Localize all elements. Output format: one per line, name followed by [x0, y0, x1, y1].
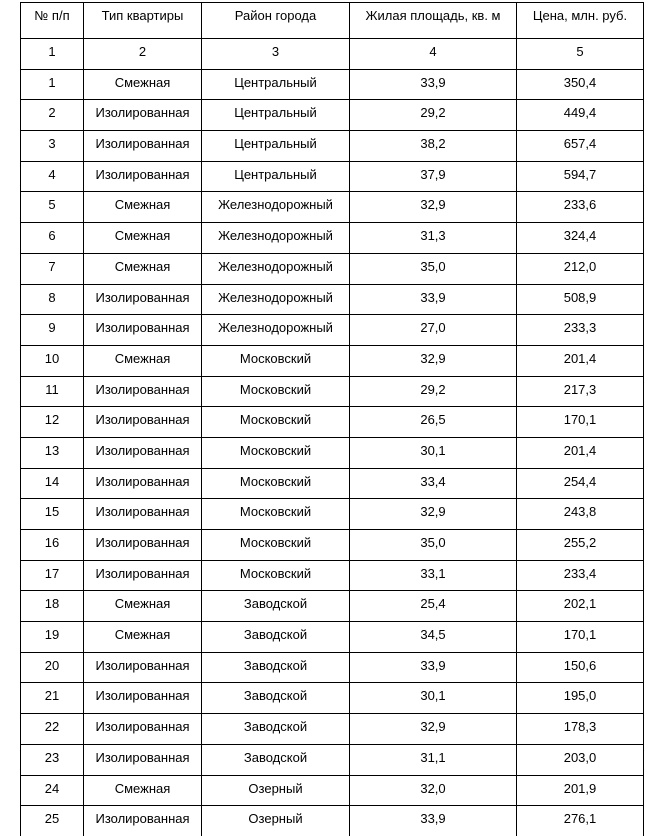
cell-apartment-type: Смежная [84, 192, 202, 223]
cell-living-area: 26,5 [350, 407, 517, 438]
cell-price: 170,1 [517, 622, 644, 653]
cell-price: 350,4 [517, 69, 644, 100]
cell-number: 1 [21, 39, 84, 70]
cell-apartment-type: Изолированная [84, 560, 202, 591]
cell-district: Центральный [202, 69, 350, 100]
cell-price: 255,2 [517, 530, 644, 561]
cell-living-area: 32,9 [350, 714, 517, 745]
table-row [21, 499, 644, 530]
cell-living-area: 31,1 [350, 744, 517, 775]
cell-number: 24 [21, 775, 84, 806]
cell-number: 19 [21, 622, 84, 653]
cell-living-area: 33,9 [350, 284, 517, 315]
cell-apartment-type: Смежная [84, 622, 202, 653]
cell-number: 23 [21, 744, 84, 775]
cell-price: 508,9 [517, 284, 644, 315]
table-row [21, 683, 644, 714]
cell-price: 217,3 [517, 376, 644, 407]
cell-number: 1 [21, 69, 84, 100]
cell-price: 150,6 [517, 652, 644, 683]
cell-living-area: 32,0 [350, 775, 517, 806]
cell-living-area: 33,9 [350, 69, 517, 100]
cell-district: Центральный [202, 131, 350, 162]
table-row [21, 591, 644, 622]
cell-apartment-type: Изолированная [84, 315, 202, 346]
cell-living-area: 31,3 [350, 223, 517, 254]
cell-number: 18 [21, 591, 84, 622]
table-row [21, 192, 644, 223]
cell-apartment-type: Смежная [84, 69, 202, 100]
table-row [21, 69, 644, 100]
cell-district: Московский [202, 499, 350, 530]
cell-price: 276,1 [517, 806, 644, 836]
cell-district: Заводской [202, 683, 350, 714]
cell-number: 13 [21, 437, 84, 468]
cell-apartment-type: Изолированная [84, 744, 202, 775]
cell-district: Московский [202, 560, 350, 591]
table-row [21, 775, 644, 806]
table-header [21, 3, 644, 39]
cell-apartment-type: Смежная [84, 345, 202, 376]
cell-district: Московский [202, 530, 350, 561]
cell-apartment-type: 2 [84, 39, 202, 70]
table-row [21, 806, 644, 836]
cell-district: Московский [202, 376, 350, 407]
table-body [21, 39, 644, 836]
cell-living-area: 33,4 [350, 468, 517, 499]
cell-living-area: 33,1 [350, 560, 517, 591]
header-row [21, 3, 644, 39]
cell-price: 324,4 [517, 223, 644, 254]
cell-apartment-type: Изолированная [84, 530, 202, 561]
cell-price: 201,4 [517, 345, 644, 376]
cell-apartment-type: Смежная [84, 775, 202, 806]
cell-number: 16 [21, 530, 84, 561]
cell-district: Центральный [202, 100, 350, 131]
cell-district: Железнодорожный [202, 284, 350, 315]
cell-number: 17 [21, 560, 84, 591]
cell-number: 15 [21, 499, 84, 530]
cell-price: 195,0 [517, 683, 644, 714]
cell-apartment-type: Изолированная [84, 161, 202, 192]
header-price: Цена, млн. руб. [517, 3, 644, 39]
table-row [21, 345, 644, 376]
cell-price: 203,0 [517, 744, 644, 775]
table-row [21, 161, 644, 192]
table-row [21, 437, 644, 468]
cell-price: 594,7 [517, 161, 644, 192]
cell-number: 4 [21, 161, 84, 192]
cell-price: 243,8 [517, 499, 644, 530]
cell-number: 14 [21, 468, 84, 499]
cell-living-area: 29,2 [350, 376, 517, 407]
cell-living-area: 32,9 [350, 345, 517, 376]
cell-price: 254,4 [517, 468, 644, 499]
table-row [21, 253, 644, 284]
cell-apartment-type: Изолированная [84, 806, 202, 836]
cell-price: 233,3 [517, 315, 644, 346]
cell-number: 9 [21, 315, 84, 346]
table-row [21, 131, 644, 162]
cell-price: 657,4 [517, 131, 644, 162]
cell-living-area: 32,9 [350, 499, 517, 530]
cell-living-area: 37,9 [350, 161, 517, 192]
cell-living-area: 35,0 [350, 530, 517, 561]
cell-district: Центральный [202, 161, 350, 192]
cell-apartment-type: Изолированная [84, 376, 202, 407]
cell-apartment-type: Изолированная [84, 407, 202, 438]
header-living-area: Жилая площадь, кв. м [350, 3, 517, 39]
cell-number: 2 [21, 100, 84, 131]
cell-living-area: 32,9 [350, 192, 517, 223]
cell-price: 233,4 [517, 560, 644, 591]
table-row [21, 376, 644, 407]
cell-district: Заводской [202, 714, 350, 745]
table-row [21, 468, 644, 499]
cell-apartment-type: Изолированная [84, 714, 202, 745]
table-row [21, 622, 644, 653]
cell-price: 449,4 [517, 100, 644, 131]
table-row [21, 100, 644, 131]
cell-living-area: 34,5 [350, 622, 517, 653]
cell-apartment-type: Изолированная [84, 131, 202, 162]
cell-district: Озерный [202, 775, 350, 806]
table-row [21, 315, 644, 346]
cell-number: 25 [21, 806, 84, 836]
cell-district: Заводской [202, 591, 350, 622]
table-row [21, 652, 644, 683]
cell-district: Заводской [202, 652, 350, 683]
cell-living-area: 30,1 [350, 683, 517, 714]
cell-number: 5 [21, 192, 84, 223]
cell-living-area: 29,2 [350, 100, 517, 131]
cell-district: Московский [202, 345, 350, 376]
cell-living-area: 27,0 [350, 315, 517, 346]
cell-living-area: 38,2 [350, 131, 517, 162]
cell-district: 3 [202, 39, 350, 70]
cell-district: Железнодорожный [202, 192, 350, 223]
table-row [21, 407, 644, 438]
table-row [21, 714, 644, 745]
cell-number: 3 [21, 131, 84, 162]
header-district: Район города [202, 3, 350, 39]
cell-apartment-type: Смежная [84, 223, 202, 254]
cell-price: 178,3 [517, 714, 644, 745]
cell-number: 6 [21, 223, 84, 254]
cell-apartment-type: Изолированная [84, 652, 202, 683]
cell-apartment-type: Изолированная [84, 100, 202, 131]
cell-price: 170,1 [517, 407, 644, 438]
header-apartment-type: Тип квартиры [84, 3, 202, 39]
cell-district: Железнодорожный [202, 223, 350, 254]
cell-apartment-type: Изолированная [84, 437, 202, 468]
cell-apartment-type: Изолированная [84, 683, 202, 714]
cell-district: Железнодорожный [202, 253, 350, 284]
header-number: № п/п [21, 3, 84, 39]
cell-living-area: 4 [350, 39, 517, 70]
cell-district: Железнодорожный [202, 315, 350, 346]
table-row [21, 560, 644, 591]
cell-apartment-type: Изолированная [84, 499, 202, 530]
cell-district: Заводской [202, 622, 350, 653]
cell-number: 20 [21, 652, 84, 683]
apartment-table [20, 2, 644, 836]
cell-apartment-type: Смежная [84, 253, 202, 284]
cell-price: 201,9 [517, 775, 644, 806]
cell-number: 22 [21, 714, 84, 745]
cell-district: Московский [202, 468, 350, 499]
cell-apartment-type: Изолированная [84, 284, 202, 315]
cell-apartment-type: Изолированная [84, 468, 202, 499]
cell-living-area: 25,4 [350, 591, 517, 622]
cell-number: 12 [21, 407, 84, 438]
cell-living-area: 35,0 [350, 253, 517, 284]
cell-district: Московский [202, 407, 350, 438]
cell-number: 8 [21, 284, 84, 315]
table-row [21, 223, 644, 254]
table-row [21, 284, 644, 315]
cell-price: 5 [517, 39, 644, 70]
table-row [21, 530, 644, 561]
cell-price: 233,6 [517, 192, 644, 223]
cell-number: 10 [21, 345, 84, 376]
cell-price: 202,1 [517, 591, 644, 622]
column-index-row [21, 39, 644, 70]
cell-living-area: 33,9 [350, 806, 517, 836]
cell-district: Заводской [202, 744, 350, 775]
cell-living-area: 33,9 [350, 652, 517, 683]
cell-apartment-type: Смежная [84, 591, 202, 622]
table-row [21, 744, 644, 775]
cell-living-area: 30,1 [350, 437, 517, 468]
cell-price: 212,0 [517, 253, 644, 284]
cell-district: Озерный [202, 806, 350, 836]
cell-district: Московский [202, 437, 350, 468]
cell-number: 11 [21, 376, 84, 407]
cell-price: 201,4 [517, 437, 644, 468]
cell-number: 7 [21, 253, 84, 284]
cell-number: 21 [21, 683, 84, 714]
